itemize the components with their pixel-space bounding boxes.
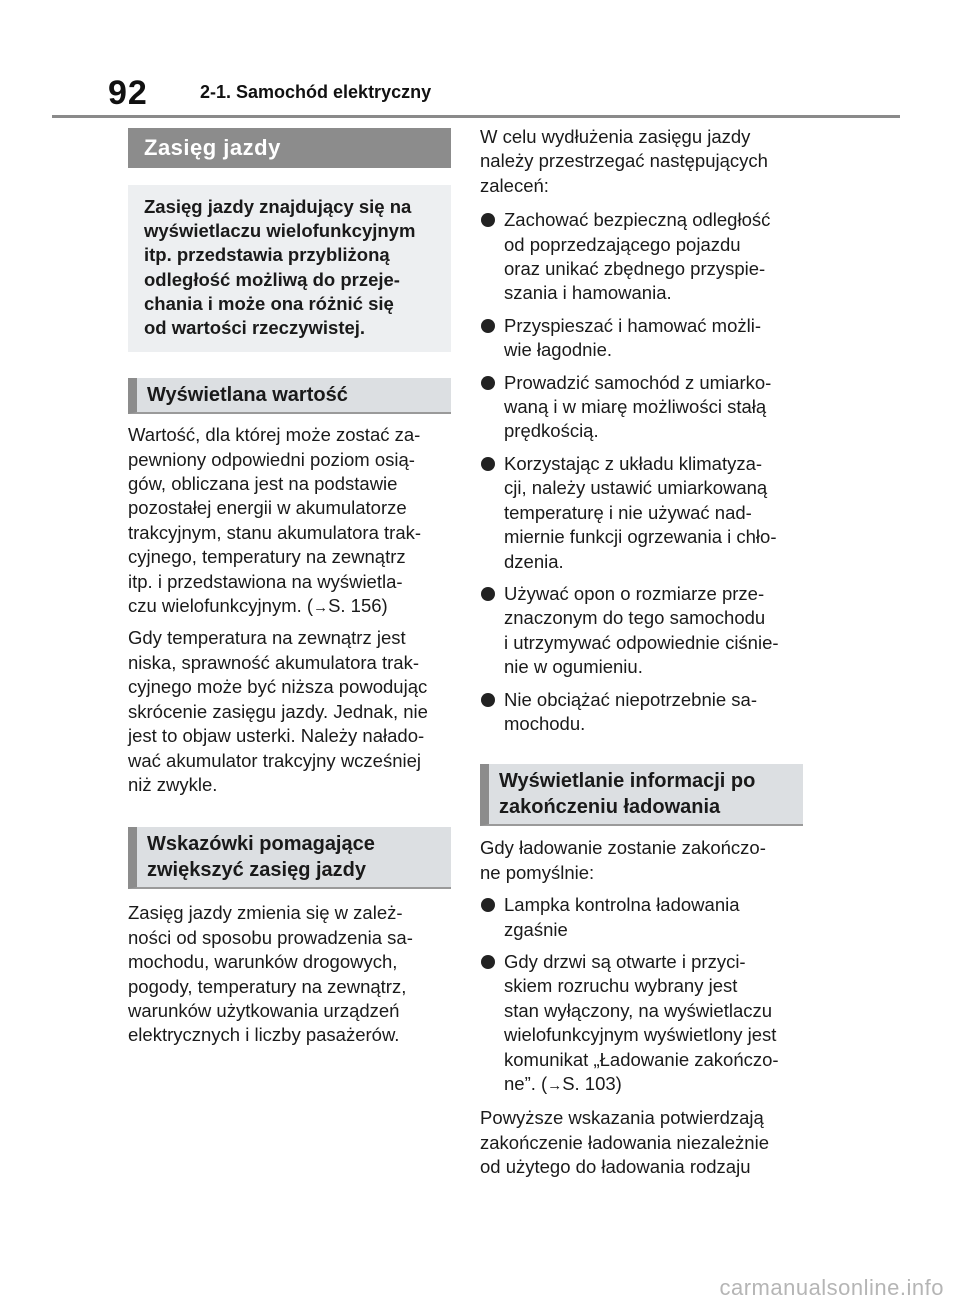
text-line: ności od sposobu prowadzenia sa- xyxy=(128,926,413,948)
text-line: mochodu. xyxy=(504,712,586,734)
text-fragment: ne”. ( xyxy=(504,1073,548,1094)
text-line: ne pomyślnie: xyxy=(480,861,595,883)
text-line: cji, należy ustawić umiarkowaną xyxy=(504,477,768,499)
text-line: Zasięg jazdy zmienia się w zależ- xyxy=(128,902,403,924)
bullet-icon xyxy=(481,213,495,227)
text-line: Używać opon o rozmiarze prze- xyxy=(504,582,765,604)
text-line: Korzystając z układu klimatyza- xyxy=(504,452,763,474)
text-fragment: czu wielofunkcyjnym. ( xyxy=(128,595,314,617)
text-line: Gdy ładowanie zostanie zakończo- xyxy=(480,837,766,859)
text-line: komunikat „Ładowanie zakończo- xyxy=(504,1048,779,1070)
text-line: zgaśnie xyxy=(504,918,568,940)
text-line: wielofunkcyjnym wyświetlony jest xyxy=(504,1024,777,1046)
page-reference-link[interactable]: S. 103) xyxy=(562,1073,622,1094)
text-line: mochodu, warunków drogowych, xyxy=(128,951,398,973)
subheading-line: zwiększyć zasięg jazdy xyxy=(147,859,367,882)
paragraph-range-factors xyxy=(128,901,451,1047)
page-reference-link[interactable]: S. 156) xyxy=(328,595,388,617)
bullet-icon xyxy=(481,898,495,912)
left-column xyxy=(128,128,451,1048)
text-line: cyjnego może być niższa powodując xyxy=(128,676,428,698)
list-item xyxy=(480,688,803,737)
text-line: pewniony odpowiedni poziom osią- xyxy=(128,448,415,470)
list-item xyxy=(480,893,803,942)
text-line xyxy=(504,1072,803,1098)
text-line: skrócenie zasięgu jazdy. Jednak, nie xyxy=(128,700,428,722)
page-number: 92 xyxy=(108,74,148,112)
list-item xyxy=(480,371,803,444)
text-line: szania i hamowania. xyxy=(504,282,672,304)
paragraph-charge-complete xyxy=(480,836,803,885)
text-line: itp. i przedstawiona na wyświetla- xyxy=(128,570,403,592)
subheading-line: zakończeniu ładowania xyxy=(499,796,721,819)
charge-complete-list xyxy=(480,893,803,1098)
bullet-icon xyxy=(481,955,495,969)
text-line: zaleceń: xyxy=(480,174,549,196)
bullet-icon xyxy=(481,457,495,471)
chapter-title: 2-1. Samochód elektryczny xyxy=(200,82,432,102)
subheading-charge-complete xyxy=(480,764,803,826)
intro-line: itp. przedstawia przybliżoną xyxy=(144,244,390,266)
intro-line: od wartości rzeczywistej. xyxy=(144,317,366,339)
text-line: i utrzymywać odpowiednie ciśnie- xyxy=(504,631,779,653)
text-line: W celu wydłużenia zasięgu jazdy xyxy=(480,126,751,147)
intro-line: chania i może ona różnić się xyxy=(144,292,394,314)
paragraph-confirmation xyxy=(480,1106,803,1179)
arrow-right-icon: → xyxy=(547,1077,563,1094)
bullet-icon xyxy=(481,319,495,333)
intro-line: odległość możliwą do przeje- xyxy=(144,268,400,290)
text-line: cyjnego, temperatury na zewnątrz xyxy=(128,546,406,568)
text-line: nie w ogumieniu. xyxy=(504,656,643,678)
intro-box xyxy=(128,185,451,352)
arrow-right-icon: → xyxy=(313,599,329,617)
text-line: Przyspieszać i hamować możli- xyxy=(504,314,762,336)
list-item xyxy=(480,582,803,680)
text-line: należy przestrzegać następujących xyxy=(480,150,768,172)
text-line: Nie obciążać niepotrzebnie sa- xyxy=(504,688,757,710)
right-column xyxy=(480,128,803,1180)
paragraph-displayed-value xyxy=(128,423,451,620)
text-line: prędkością. xyxy=(504,420,599,442)
intro-line: Zasięg jazdy znajdujący się na xyxy=(144,196,412,217)
list-item xyxy=(480,452,803,574)
text-line: wie łagodnie. xyxy=(504,339,612,361)
subheading-line: Wyświetlana wartość xyxy=(147,384,348,407)
text-line: od poprzedzającego pojazdu xyxy=(504,233,741,255)
paragraph-tips-intro xyxy=(480,125,803,198)
tips-list xyxy=(480,208,803,736)
page-header xyxy=(0,0,960,120)
list-item xyxy=(480,314,803,363)
text-line: skiem rozruchu wybrany jest xyxy=(504,975,738,997)
text-line: zakończenie ładowania niezależnie xyxy=(480,1131,769,1153)
header-divider xyxy=(52,115,900,118)
text-line: Zachować bezpieczną odległość xyxy=(504,209,771,231)
bullet-icon xyxy=(481,376,495,390)
text-line: od użytego do ładowania rodzaju xyxy=(480,1156,751,1178)
text-line: miernie funkcji ogrzewania i chło- xyxy=(504,526,777,548)
section-title: Zasięg jazdy xyxy=(128,128,451,168)
subheading-displayed-value xyxy=(128,378,451,414)
text-line: jest to objaw usterki. Należy nałado- xyxy=(128,725,425,747)
text-line: Powyższe wskazania potwierdzają xyxy=(480,1107,764,1129)
text-line xyxy=(128,594,451,620)
text-line: stan wyłączony, na wyświetlaczu xyxy=(504,999,773,1021)
list-item xyxy=(480,208,803,306)
intro-line: wyświetlaczu wielofunkcyjnym xyxy=(144,220,416,242)
subheading-range-tips xyxy=(128,827,451,889)
text-line: niż zwykle. xyxy=(128,773,218,795)
text-line: elektrycznych i liczby pasażerów. xyxy=(128,1024,400,1046)
text-line: Wartość, dla której może zostać za- xyxy=(128,424,421,446)
text-line: Lampka kontrolna ładowania xyxy=(504,894,740,916)
text-line: znaczonym do tego samochodu xyxy=(504,607,766,629)
subheading-line: Wskazówki pomagające xyxy=(147,833,375,856)
text-line: pogody, temperatury na zewnątrz, xyxy=(128,975,407,997)
text-line: warunków użytkowania urządzeń xyxy=(128,999,400,1021)
text-line: Gdy temperatura na zewnątrz jest xyxy=(128,627,406,649)
paragraph-low-temperature xyxy=(128,626,451,797)
bullet-icon xyxy=(481,587,495,601)
text-line: trakcyjnym, stanu akumulatora trak- xyxy=(128,521,422,543)
subheading-line: Wyświetlanie informacji po xyxy=(499,770,756,793)
text-line: wać akumulator trakcyjny wcześniej xyxy=(128,749,422,771)
text-line: temperaturę i nie używać nad- xyxy=(504,501,752,523)
text-line: oraz unikać zbędnego przyspie- xyxy=(504,258,766,280)
text-line: pozostałej energii w akumulatorze xyxy=(128,497,407,519)
text-line: niska, sprawność akumulatora trak- xyxy=(128,651,419,673)
text-line: waną i w miarę możliwości stałą xyxy=(504,396,767,418)
list-item xyxy=(480,950,803,1098)
watermark: carmanualsonline.info xyxy=(719,1275,944,1300)
text-line: Prowadzić samochód z umiarko- xyxy=(504,371,772,393)
text-line: dzenia. xyxy=(504,550,564,572)
text-line: gów, obliczana jest na podstawie xyxy=(128,473,398,495)
bullet-icon xyxy=(481,693,495,707)
text-line: Gdy drzwi są otwarte i przyci- xyxy=(504,950,746,972)
